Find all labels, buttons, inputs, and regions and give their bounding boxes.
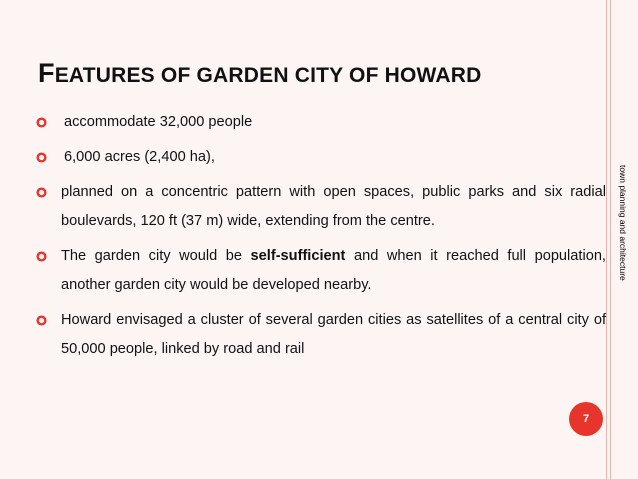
bullet-ring-icon <box>36 187 47 198</box>
bullet-text-bold: self-sufficient <box>250 248 346 264</box>
side-caption: town planning and architecture <box>618 165 628 281</box>
bullet-item <box>36 242 606 300</box>
title-initial: F <box>38 58 55 88</box>
bullet-text: 6,000 acres (2,400 ha), <box>64 149 215 165</box>
bullet-text <box>61 248 606 293</box>
slide-title <box>38 58 598 89</box>
bullet-text: Howard envisaged a cluster of several garden cities as satellites of a central city of 50,000 people, linked by road and rail <box>61 312 606 357</box>
vertical-rule-right <box>610 0 611 479</box>
bullet-text-pre: The garden city would be <box>61 248 251 264</box>
bullet-ring-icon <box>36 117 47 128</box>
bullet-ring-icon <box>36 251 47 262</box>
page-number-badge: 7 <box>569 402 603 436</box>
bullet-item <box>36 108 606 137</box>
bullet-ring-icon <box>36 315 47 326</box>
bullet-text: accommodate 32,000 people <box>64 114 253 130</box>
bullet-item <box>36 178 606 236</box>
bullet-text: planned on a concentric pattern with open spaces, public parks and six radial boulevards, 120 ft (37 m) wide, extending from the centre. <box>61 184 606 229</box>
bullet-item <box>36 143 606 172</box>
bullet-ring-icon <box>36 152 47 163</box>
bullet-text-post: and when it reached full population, another garden city would be developed nearby. <box>61 248 606 293</box>
vertical-rule-left <box>606 0 607 479</box>
title-rest: EATURES OF GARDEN CITY OF HOWARD <box>54 64 482 87</box>
bullet-item <box>36 306 606 364</box>
bullet-list <box>36 108 606 364</box>
